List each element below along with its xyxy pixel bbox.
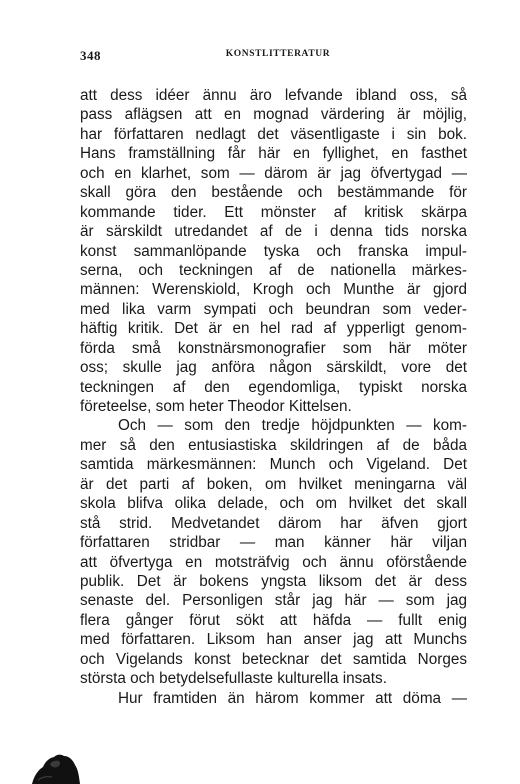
text-line: teckningen af den egendomliga, typiskt norska	[80, 378, 467, 396]
text-line: har författaren nedlagt det väsentligaste i sin bok.	[80, 125, 467, 143]
text-line: pass aflägsen att en mognad värdering är möjlig,	[80, 106, 467, 124]
running-head	[80, 48, 466, 68]
text-line: företeelse, som heter Theodor Kittelsen.	[80, 398, 352, 415]
text-line: att öfvertyga en motsträfvig och ännu oförstående	[80, 553, 467, 571]
text-line: skall göra den bestående och bestämmande för	[80, 184, 467, 202]
text-line: serna, och teckningen af de nationella märkes-	[80, 261, 467, 279]
text-line: häftig kritik. Det är en hel rad af ypperligt genom-	[80, 320, 467, 338]
text-line: med lika varm sympati och beundran som veder-	[80, 300, 467, 318]
text-line: största och betydelsefullaste kulturella insats.	[80, 670, 387, 688]
text-line: är särskildt utredandet af de i denna tids norska	[80, 223, 467, 241]
page-number: 348	[80, 48, 101, 63]
library-stamp-icon	[30, 750, 80, 784]
text-line: med författaren. Liksom han anser jag att Munchs	[80, 631, 467, 649]
text-line: senaste del. Personligen står jag här — som jag	[80, 592, 467, 610]
text-line: författaren stridbar — man känner här viljan	[80, 534, 467, 552]
running-title: KONSTLITTERATUR	[225, 49, 331, 59]
text-line: förda små konstnärsmonografier som här möter	[80, 339, 467, 357]
text-line: kommande tider. Ett mönster af kritisk skärpa	[80, 203, 467, 221]
text-line: männen: Werenskiold, Krogh och Munthe är gjord	[80, 281, 467, 299]
text-line: mer så den entusiastiska skildringen af de båda	[80, 436, 467, 454]
text-line: skola blifva olika delade, och om hvilket det skall	[80, 495, 467, 513]
paragraph-start-line: Hur framtiden än härom kommer att döma —	[118, 689, 467, 707]
text-line: är det parti af boken, om hvilket meningarna väl	[80, 475, 467, 493]
text-line: publik. Det är bokens yngsta liksom det är dess	[80, 572, 467, 590]
text-line: Hans framställning får här en fyllighet, en fasthet	[80, 145, 467, 163]
body-text	[80, 86, 467, 708]
paragraph-start-line: Och — som den tredje höjdpunkten — kom-	[118, 417, 467, 435]
text-line: att dess idéer ännu äro lefvande ibland oss, så	[80, 87, 467, 104]
text-line: flera gånger förut sökt att häfda — fullt enig	[80, 611, 467, 629]
text-line: stå strid. Medvetandet därom har äfven gjort	[80, 514, 467, 532]
text-line: konst sammanlöpande tyska och franska impul-	[80, 242, 467, 260]
text-line: oss; skulle jag anföra någon särskildt, vore det	[80, 359, 467, 377]
text-line: och Vigelands konst betecknar det samtida Norges	[80, 650, 467, 668]
text-line: och en klarhet, som — därom är jag öfvertygad —	[80, 164, 467, 182]
text-line: samtida märkesmännen: Munch och Vigeland. Det	[80, 456, 467, 474]
